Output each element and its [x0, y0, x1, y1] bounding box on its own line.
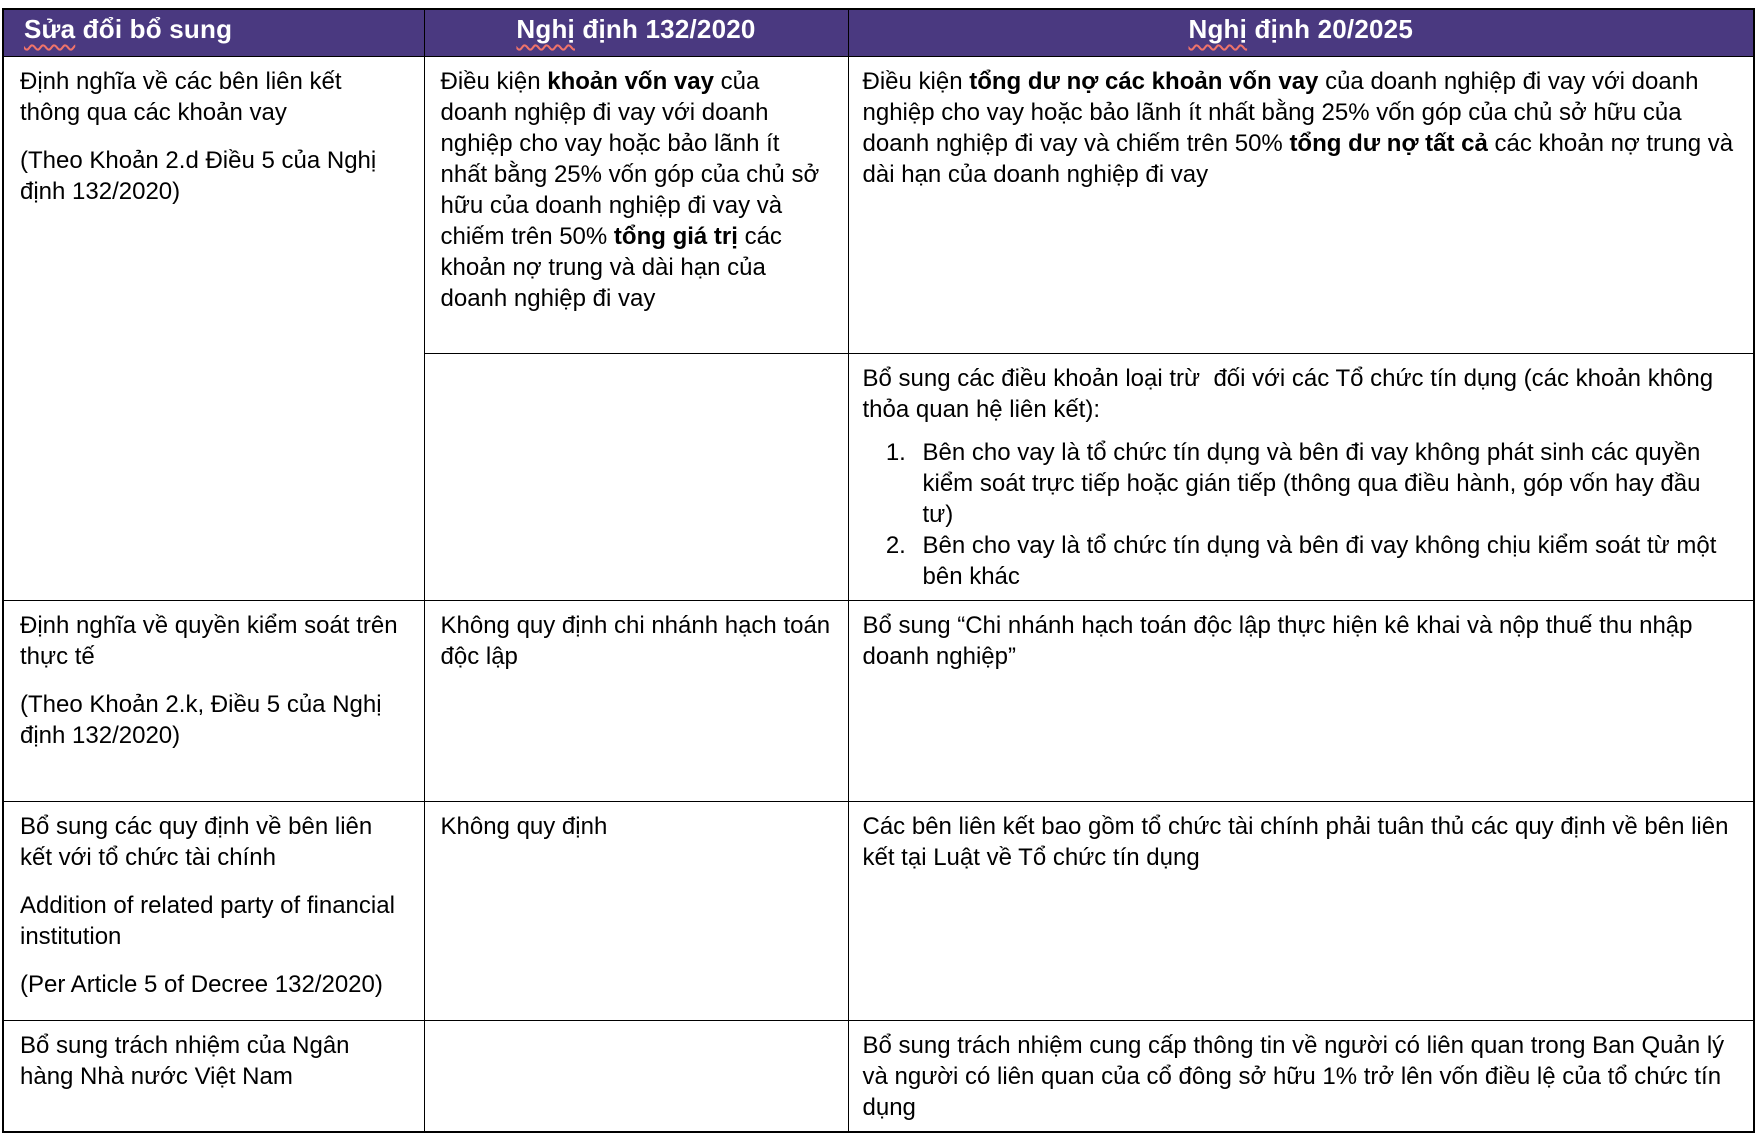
- topic-reference: (Per Article 5 of Decree 132/2020): [20, 970, 383, 998]
- header-word-underlined: Nghị: [1188, 14, 1248, 44]
- cell-20-financial-institution-rule: [848, 801, 1754, 1020]
- cell-132-empty: [424, 1020, 848, 1132]
- cell-20-exclusions: [848, 353, 1754, 600]
- topic-reference: (Theo Khoản 2.k, Điều 5 của Nghị định 132/2020): [20, 690, 382, 749]
- header-decree-132-2020: [424, 9, 848, 56]
- cell-20-branch-rule: [848, 600, 1754, 801]
- cell-132-no-regulation: [424, 801, 848, 1020]
- cell-topic-loan-definition: [3, 56, 424, 600]
- table-row-financial-institution: [3, 801, 1754, 1020]
- table-row-de-facto-control: [3, 600, 1754, 801]
- header-amendment-column: [3, 9, 424, 56]
- no-regulation-text: Không quy định: [440, 812, 608, 840]
- table-row-state-bank-responsibility: [3, 1020, 1754, 1132]
- header-word-rest: đổi bổ sung: [75, 14, 233, 44]
- exclusions-list: [863, 437, 1738, 592]
- branch-rule-132-text: Không quy định chi nhánh hạch toán độc lập: [440, 611, 831, 670]
- loan-condition-132-text: Điều kiện khoản vốn vay của doanh nghiệp đi vay với doanh nghiệp cho vay hoặc bảo lãnh ít nhất bằng 25% vốn góp của chủ sở hữu của doanh nghiệp đi vay và chiếm trên 50% tổng giá trị các khoản nợ trung và dài hạn của doanh nghiệp đi vay: [440, 67, 820, 312]
- branch-rule-20-text: Bổ sung “Chi nhánh hạch toán độc lập thực hiện kê khai và nộp thuế thu nhập doanh nghiệp”: [862, 611, 1693, 670]
- cell-132-loan-condition: [424, 56, 848, 353]
- exclusions-intro: Bổ sung các điều khoản loại trừ đối với các Tổ chức tín dụng (các khoản không thỏa quan hệ liên kết):: [862, 364, 1720, 423]
- cell-topic-financial-institution: [3, 801, 424, 1020]
- cell-20-loan-condition: [848, 56, 1754, 353]
- topic-reference: (Theo Khoản 2.d Điều 5 của Nghị định 132/2020): [20, 146, 377, 205]
- topic-title-english: Addition of related party of financial institution: [20, 891, 395, 950]
- header-decree-20-2025: [848, 9, 1754, 56]
- exclusion-item-1: 1. Bên cho vay là tổ chức tín dụng và bên đi vay không phát sinh các quyền kiểm soát trực tiếp hoặc gián tiếp (thông qua điều hành, góp vốn hay đầu tư): [913, 437, 1738, 530]
- header-word-rest: định 132/2020: [575, 14, 756, 44]
- table-row-loan-definition: [3, 56, 1754, 353]
- cell-topic-state-bank: [3, 1020, 424, 1132]
- decree-comparison-table: [2, 8, 1755, 1133]
- header-word-underlined: Nghị: [516, 14, 575, 44]
- cell-topic-de-facto-control: [3, 600, 424, 801]
- header-word-rest: định 20/2025: [1247, 14, 1413, 44]
- loan-condition-20-text: Điều kiện tổng dư nợ các khoản vốn vay của doanh nghiệp đi vay với doanh nghiệp cho vay hoặc bảo lãnh ít nhất bằng 25% vốn góp của chủ sở hữu của doanh nghiệp đi vay và chiếm trên 50% tổng dư nợ tất cả các khoản nợ trung và dài hạn của doanh nghiệp đi vay: [862, 67, 1734, 188]
- exclusion-item-2: 2. Bên cho vay là tổ chức tín dụng và bên đi vay không chịu kiểm soát từ một bên khác: [913, 530, 1738, 592]
- topic-title: Định nghĩa về các bên liên kết thông qua các khoản vay: [20, 67, 342, 126]
- topic-title: Định nghĩa về quyền kiểm soát trên thực tế: [20, 611, 398, 670]
- topic-title: Bổ sung các quy định về bên liên kết với tổ chức tài chính: [20, 812, 373, 871]
- state-bank-rule-text: Bổ sung trách nhiệm cung cấp thông tin về người có liên quan trong Ban Quản lý và người có liên quan của cổ đông sở hữu 1% trở lên vốn điều lệ của tổ chức tín dụng: [862, 1031, 1725, 1121]
- table-header-row: [3, 9, 1754, 56]
- cell-132-branch-rule: [424, 600, 848, 801]
- header-word-underlined: Sửa: [24, 14, 76, 44]
- topic-title: Bổ sung trách nhiệm của Ngân hàng Nhà nước Việt Nam: [20, 1031, 350, 1090]
- cell-20-state-bank-rule: [848, 1020, 1754, 1132]
- financial-institution-rule-text: Các bên liên kết bao gồm tổ chức tài chính phải tuân thủ các quy định về bên liên kết tại Luật về Tổ chức tín dụng: [862, 812, 1729, 871]
- cell-132-empty: [424, 353, 848, 600]
